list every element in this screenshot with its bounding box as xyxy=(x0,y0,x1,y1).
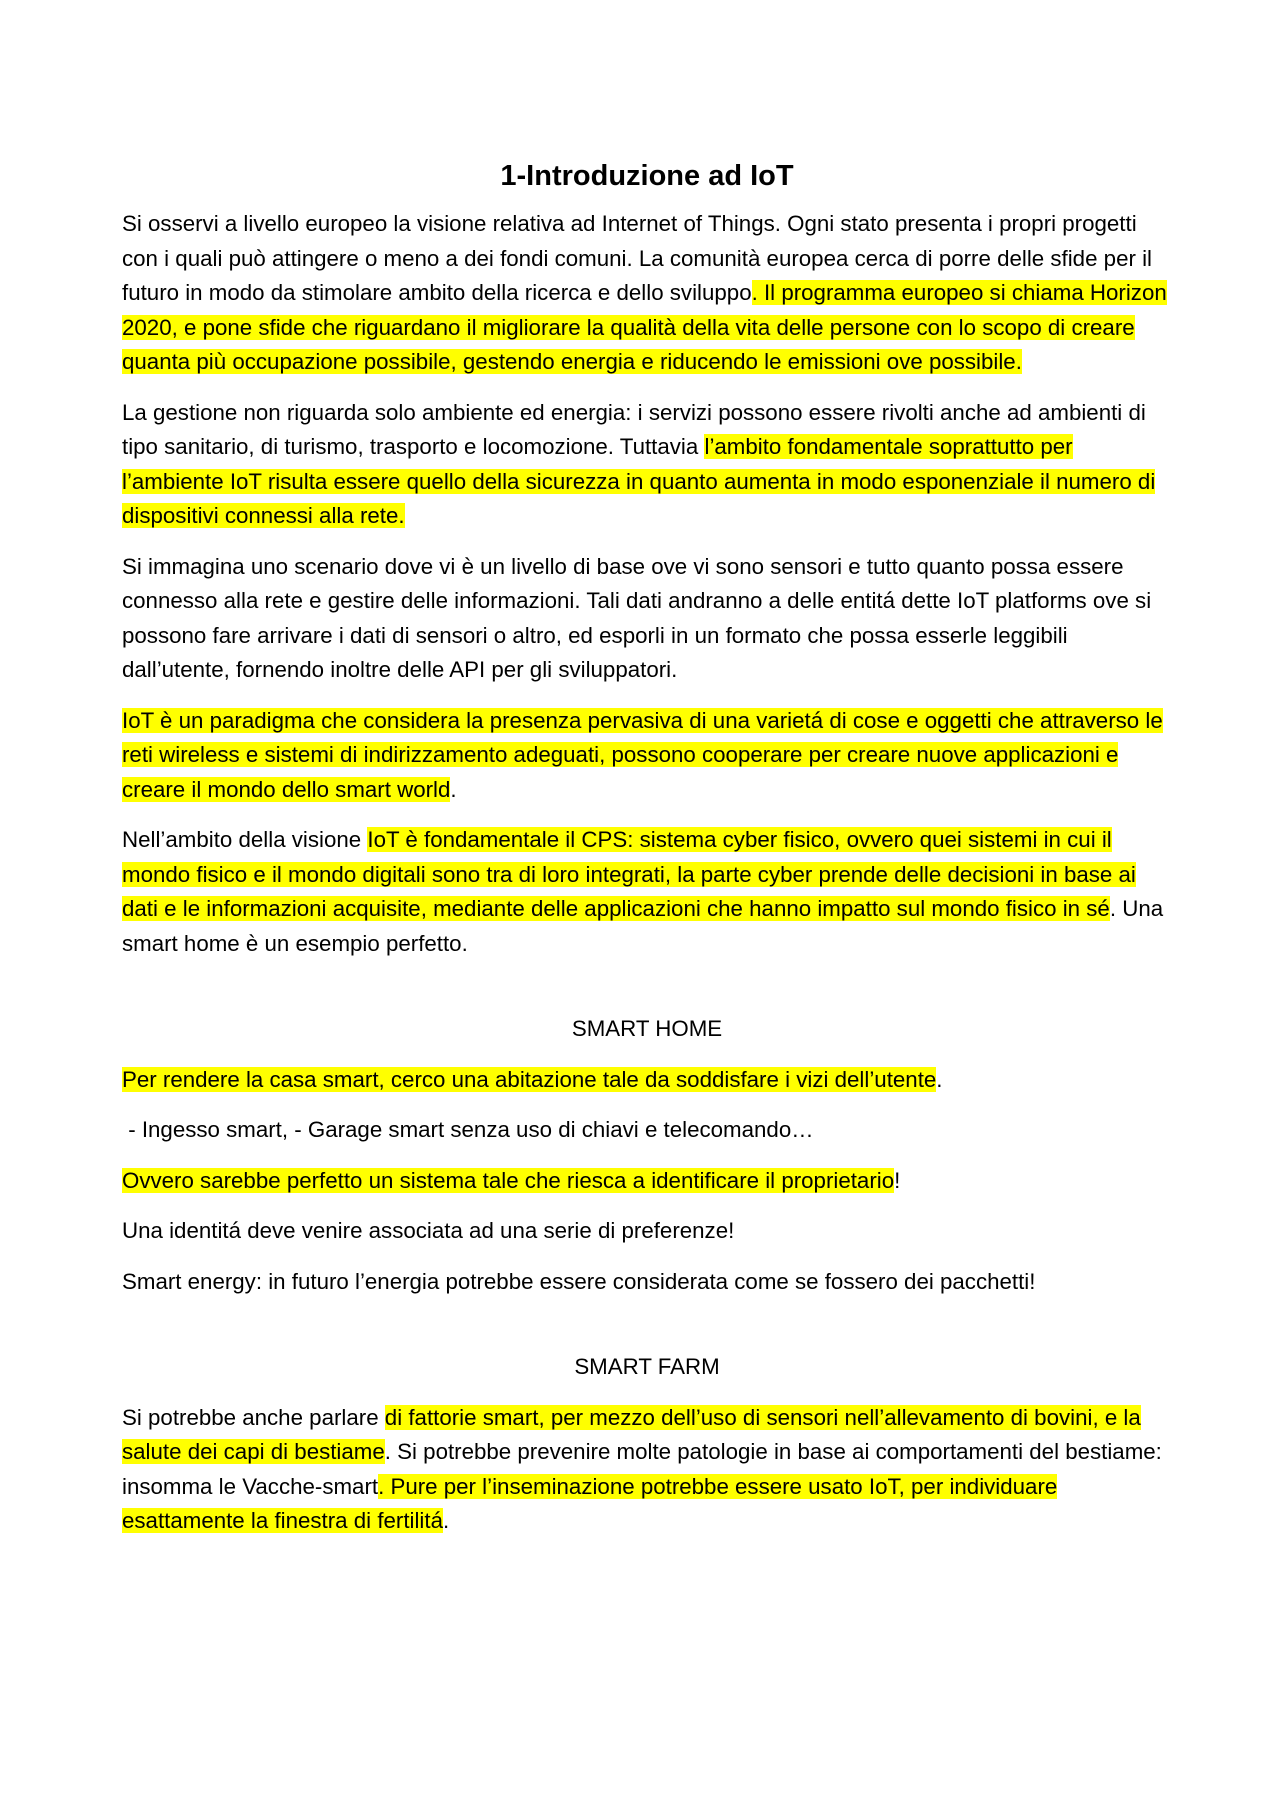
text-run: Si immagina uno scenario dove vi è un livello di base ove vi sono sensori e tutto quanto possa essere connesso alla rete e gestire delle informazioni. Tali dati andranno a delle entitá dette IoT platforms ove si possono fare arrivare i dati di sensori o altro, ed esporli in un formato che possa esserle leggibili dall’utente, fornendo inoltre delle API per gli sviluppatori. xyxy=(122,553,1152,682)
section-spacer xyxy=(122,1315,1172,1350)
highlighted-text: Per rendere la casa smart, cerco una abitazione tale da soddisfare i vizi dell’utente xyxy=(122,1066,937,1092)
paragraph xyxy=(122,1113,1172,1148)
paragraph xyxy=(122,1401,1172,1539)
text-run: Nell’ambito della visione xyxy=(122,827,368,852)
highlighted-text: l’ambito fondamentale soprattutto per l’ambiente IoT risulta essere quello della sicurezza in quanto aumenta in modo esponenziale il numero di dispositivi connessi alla rete. xyxy=(122,434,1156,528)
section-heading-smart-farm: SMART FARM xyxy=(574,1354,720,1379)
paragraph xyxy=(122,1265,1172,1300)
section-heading-smart-home: SMART HOME xyxy=(571,1016,723,1041)
highlighted-text: IoT è fondamentale il CPS: sistema cyber fisico, ovvero quei sistemi in cui il mondo fisico e il mondo digitali sono tra di loro integrati, la parte cyber prende delle decisioni in base ai dati e le informazioni acquisite, mediante delle applicazioni che hanno impatto sul mondo fisico in sé xyxy=(122,827,1136,921)
smart-home-section xyxy=(122,1012,1172,1299)
text-run: . xyxy=(450,776,457,802)
paragraph xyxy=(122,207,1172,380)
text-run: . Si potrebbe prevenire molte patologie in base ai comportamenti del bestiame: insomma le Vacche-smart xyxy=(122,1439,1162,1499)
text-run: Si osservi a livello europeo la visione relativa ad Internet of Things. Ogni stato presenta i propri progetti con i quali può attingere o meno a dei fondi comuni. La comunità europea cerca di porre delle sfide per il futuro in modo da stimolare ambito della ricerca e dello sviluppo xyxy=(122,211,1153,305)
text-run: . xyxy=(443,1508,450,1533)
highlighted-text: di fattorie smart, per mezzo dell’uso di sensori nell’allevamento di bovini, e la salute dei capi di bestiame xyxy=(122,1404,1141,1464)
paragraph xyxy=(122,550,1172,688)
paragraph xyxy=(122,396,1172,534)
text-run: Si potrebbe anche parlare xyxy=(122,1404,385,1430)
highlighted-text: . Il programma europeo si chiama Horizon 2020, e pone sfide che riguardano il migliorare la qualità della vita delle persone con lo scopo di creare quanta più occupazione possibile, gestendo energia e riducendo le emissioni ove possibile. xyxy=(122,280,1167,374)
paragraph xyxy=(122,823,1172,961)
highlighted-text: . Pure per l’inseminazione potrebbe essere usato IoT, per individuare esattamente la finestra di fertilitá xyxy=(122,1473,1058,1533)
text-run: La gestione non riguarda solo ambiente ed energia: i servizi possono essere rivolti anche ad ambienti di tipo sanitario, di turismo, trasporto e locomozione. Tuttavia xyxy=(122,399,1146,459)
text-run: Smart energy: in futuro l’energia potrebbe essere considerata come se fossero dei pacchetti! xyxy=(122,1268,1036,1294)
paragraph xyxy=(122,1214,1172,1249)
highlighted-text: IoT è un paradigma che considera la presenza pervasiva di una varietá di cose e oggetti che attraverso le reti wireless e sistemi di indirizzamento adeguati, possono cooperare per creare nuove applicazioni e creare il mondo dello smart world xyxy=(122,707,1163,802)
highlighted-text: Ovvero sarebbe perfetto un sistema tale che riesca a identificare il proprietario xyxy=(122,1167,895,1193)
smart-farm-section xyxy=(122,1350,1172,1539)
intro-section xyxy=(122,207,1172,961)
document-body xyxy=(122,155,1172,1555)
paragraph xyxy=(122,1063,1172,1098)
text-run: . Una smart home è un esempio perfetto. xyxy=(122,896,1164,956)
text-run: ! xyxy=(894,1167,901,1193)
paragraph xyxy=(122,704,1172,808)
text-run: Una identitá deve venire associata ad una serie di preferenze! xyxy=(122,1218,735,1243)
section-spacer xyxy=(122,977,1172,1012)
text-run: - Ingesso smart, - Garage smart senza uso di chiavi e telecomando… xyxy=(122,1117,814,1142)
paragraph xyxy=(122,1164,1172,1199)
document-title: 1-Introduzione ad IoT xyxy=(500,160,794,192)
text-run: . xyxy=(936,1066,943,1092)
